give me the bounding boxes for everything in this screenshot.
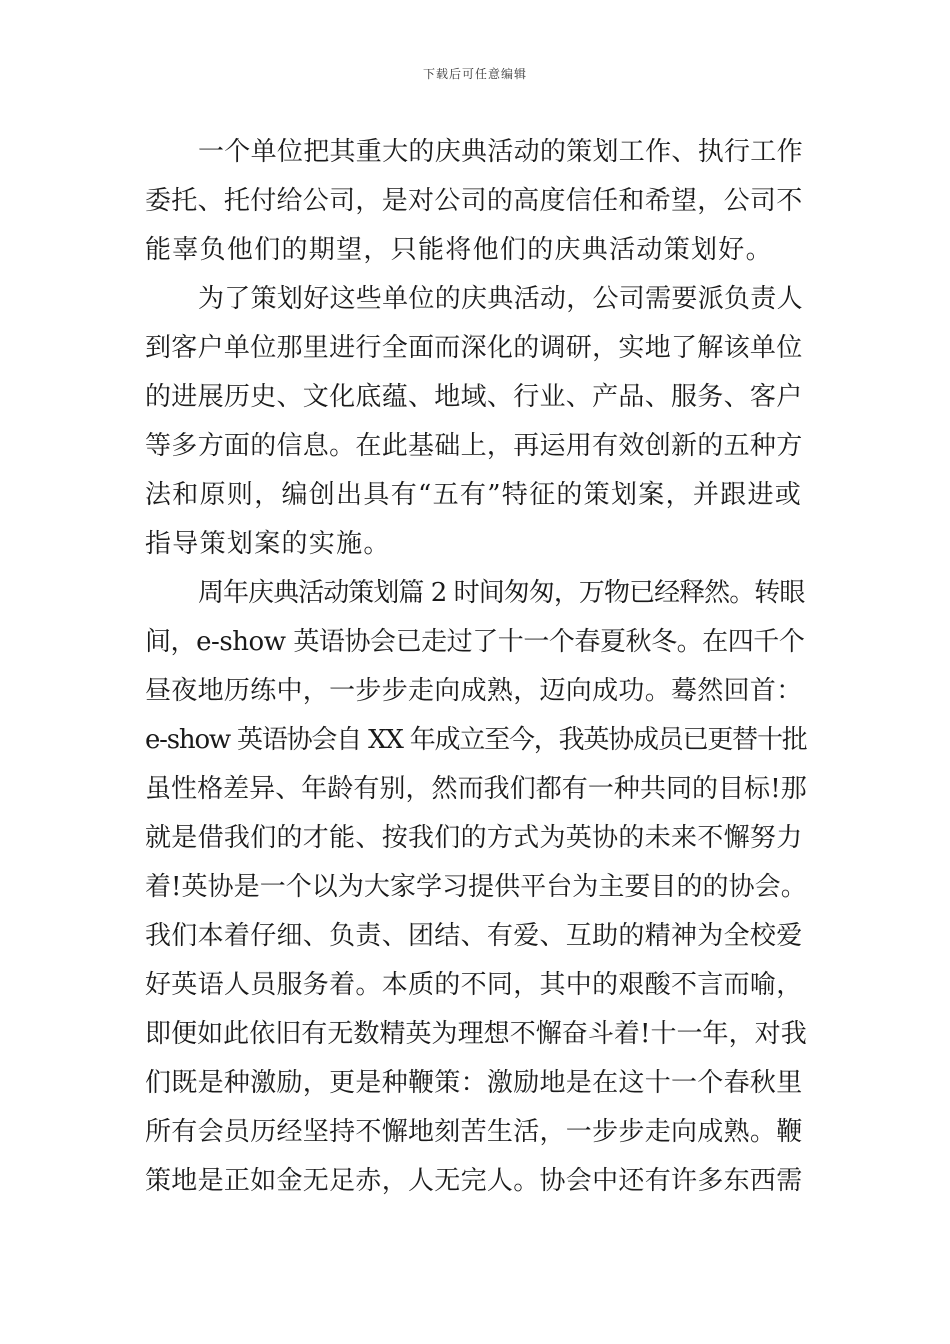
text-line: 即便如此依旧有无数精英为理想不懈奋斗着!十一年，对我 xyxy=(145,1019,807,1049)
text-line: e-show 英语协会自 XX 年成立至今，我英协成员已更替十批 xyxy=(145,725,807,755)
text-line: 策地是正如金无足赤，人无完人。协会中还有许多东西需 xyxy=(145,1166,803,1196)
text-line: 一个单位把其重大的庆典活动的策划工作、执行工作 xyxy=(198,137,803,167)
text-line: 指导策划案的实施。 xyxy=(145,529,391,559)
text-line: 等多方面的信息。在此基础上，再运用有效创新的五种方 xyxy=(145,431,803,461)
text-line: 到客户单位那里进行全面而深化的调研，实地了解该单位 xyxy=(145,333,803,363)
text-line: 我们本着仔细、负责、团结、有爱、互助的精神为全校爱 xyxy=(145,921,803,951)
text-line: 昼夜地历练中，一步步走向成熟，迈向成功。蓦然回首： xyxy=(145,676,803,706)
body-text xyxy=(145,128,807,1206)
text-line: 们既是种激励，更是种鞭策：激励地是在这十一个春秋里 xyxy=(145,1068,803,1098)
text-line: 的进展历史、文化底蕴、地域、行业、产品、服务、客户 xyxy=(145,382,803,412)
text-line: 能辜负他们的期望，只能将他们的庆典活动策划好。 xyxy=(145,235,773,265)
text-line: 所有会员历经坚持不懈地刻苦生活，一步步走向成熟。鞭 xyxy=(145,1117,803,1147)
text-line: 就是借我们的才能、按我们的方式为英协的未来不懈努力 xyxy=(145,823,803,853)
text-line: 周年庆典活动策划篇 2 时间匆匆，万物已经释然。转眼 xyxy=(198,578,805,608)
text-line: 委托、托付给公司，是对公司的高度信任和希望，公司不 xyxy=(145,186,803,216)
text-line: 间，e-show 英语协会已走过了十一个春夏秋冬。在四千个 xyxy=(145,627,805,657)
text-line: 着!英协是一个以为大家学习提供平台为主要目的的协会。 xyxy=(145,872,807,902)
text-line: 虽性格差异、年龄有别，然而我们都有一种共同的目标!那 xyxy=(145,774,807,804)
text-line: 法和原则，编创出具有“五有”特征的策划案，并跟进或 xyxy=(145,480,803,510)
page-header: 下载后可任意编辑 xyxy=(422,67,527,81)
text-line: 好英语人员服务着。本质的不同，其中的艰酸不言而喻， xyxy=(145,970,803,1000)
text-line: 为了策划好这些单位的庆典活动，公司需要派负责人 xyxy=(198,284,803,314)
